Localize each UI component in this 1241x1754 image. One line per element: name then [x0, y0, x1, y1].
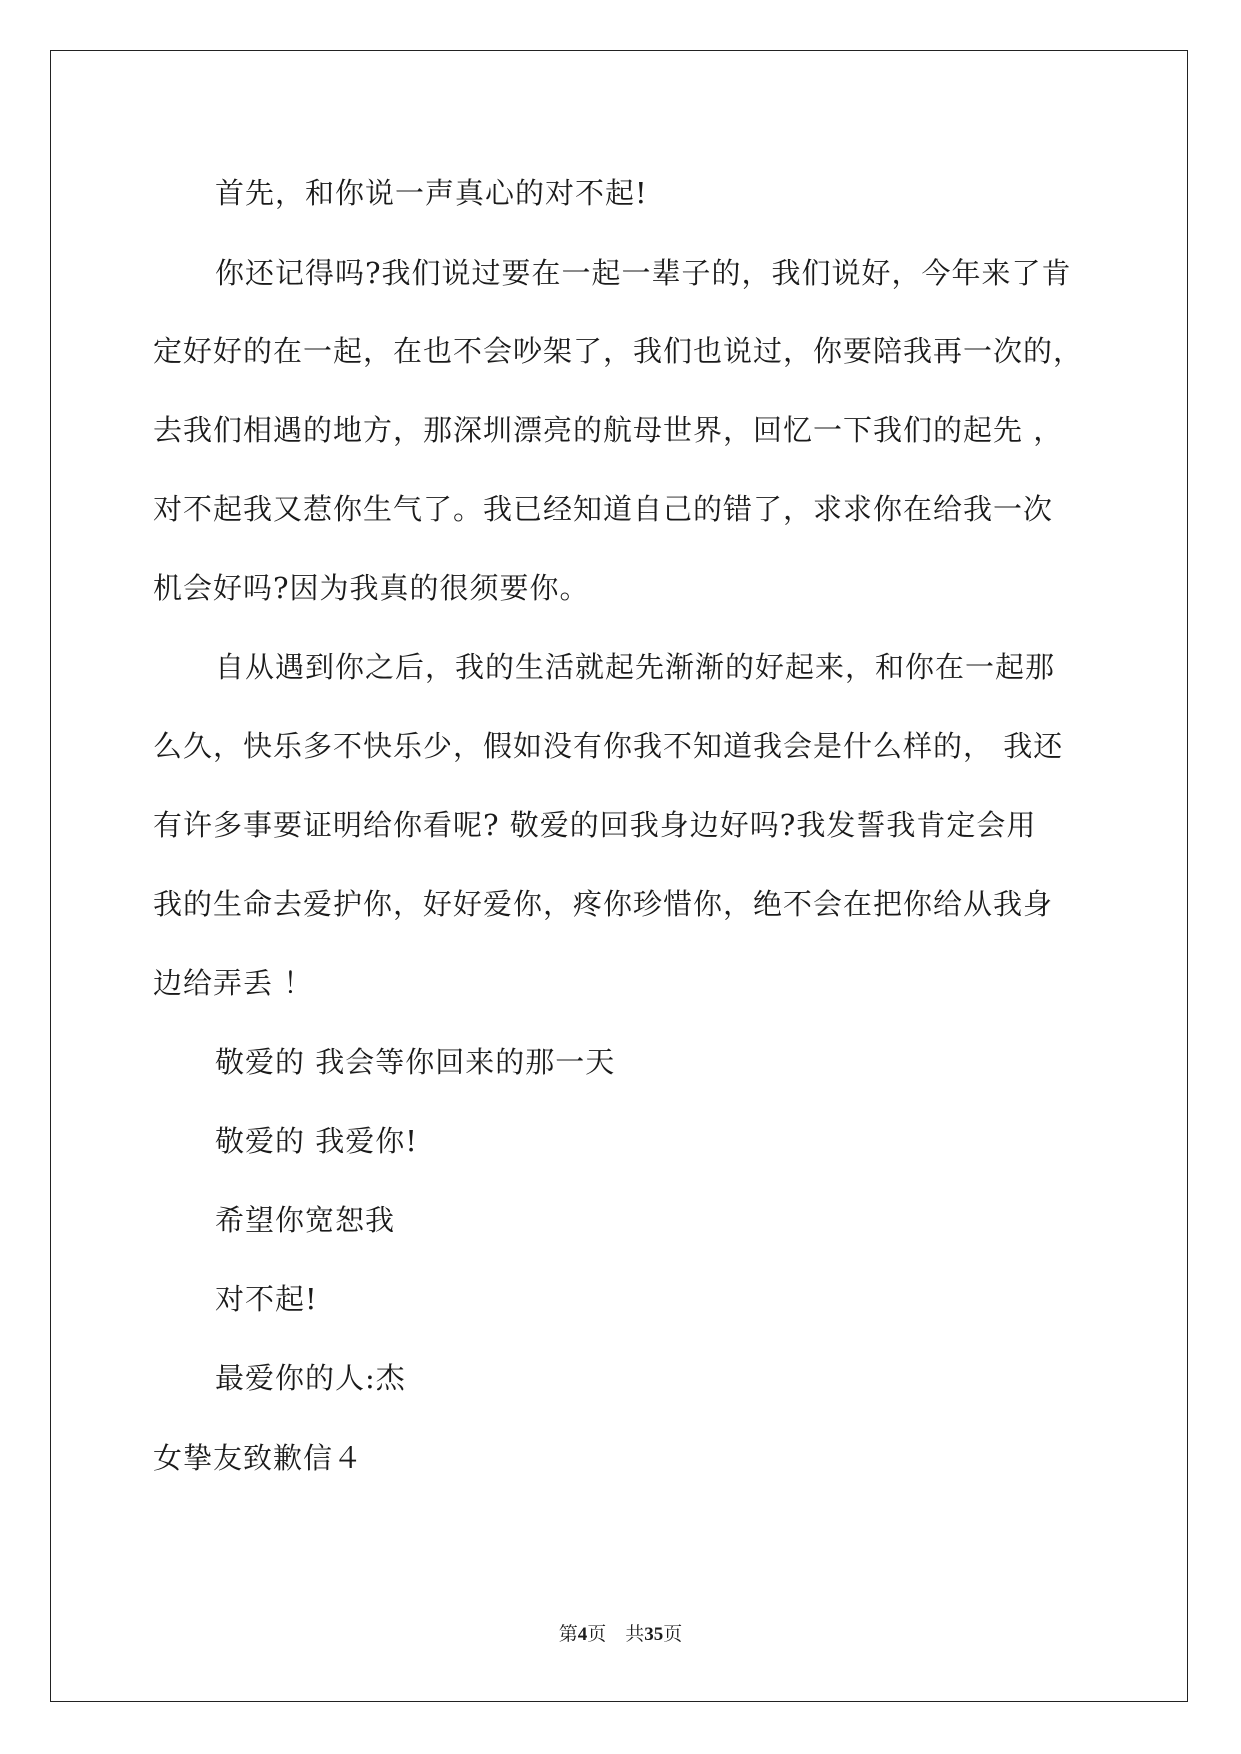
- text-line: 么久，快乐多不快乐少，假如没有你我不知道我会是什么样的， 我还: [153, 729, 1064, 763]
- text-line: 首先，和你说一声真心的对不起!: [215, 176, 648, 210]
- text-line: 对不起!: [215, 1282, 318, 1316]
- text-line: 对不起我又惹你生气了。我已经知道自己的错了，求求你在给我一次: [153, 492, 1054, 526]
- text-line: 敬爱的 我会等你回来的那一天: [215, 1045, 616, 1079]
- text-line: 去我们相遇的地方，那深圳漂亮的航母世界，回忆一下我们的起先 ，: [153, 413, 1064, 447]
- footer-total-prefix: 共: [625, 1624, 645, 1645]
- section-heading: 女挚友致歉信４: [153, 1441, 364, 1475]
- page-footer: [0, 1622, 1241, 1648]
- text-line: 最爱你的人:杰: [215, 1361, 406, 1395]
- text-line: 边给弄丢 ！: [153, 966, 314, 1000]
- page-number: 4: [577, 1624, 588, 1645]
- text-line: 有许多事要证明给你看呢? 敬爱的回我身边好吗?我发誓我肯定会用: [153, 808, 1037, 842]
- footer-page-suffix: 页: [587, 1624, 607, 1645]
- footer-prefix: 第: [558, 1624, 578, 1645]
- text-line: 我的生命去爱护你，好好爱你，疼你珍惜你，绝不会在把你给从我身: [153, 887, 1054, 921]
- text-line: 你还记得吗?我们说过要在一起一辈子的，我们说好，今年来了肯: [215, 256, 1072, 290]
- text-line: 定好好的在一起，在也不会吵架了，我们也说过，你要陪我再一次的，: [153, 334, 1084, 368]
- text-line: 敬爱的 我爱你!: [215, 1124, 418, 1158]
- total-pages: 35: [644, 1624, 664, 1645]
- footer-total-suffix: 页: [663, 1624, 683, 1645]
- text-line: 机会好吗?因为我真的很须要你。: [153, 571, 590, 605]
- text-line: 自从遇到你之后，我的生活就起先渐渐的好起来，和你在一起那: [215, 650, 1056, 684]
- text-line: 希望你宽恕我: [215, 1203, 396, 1237]
